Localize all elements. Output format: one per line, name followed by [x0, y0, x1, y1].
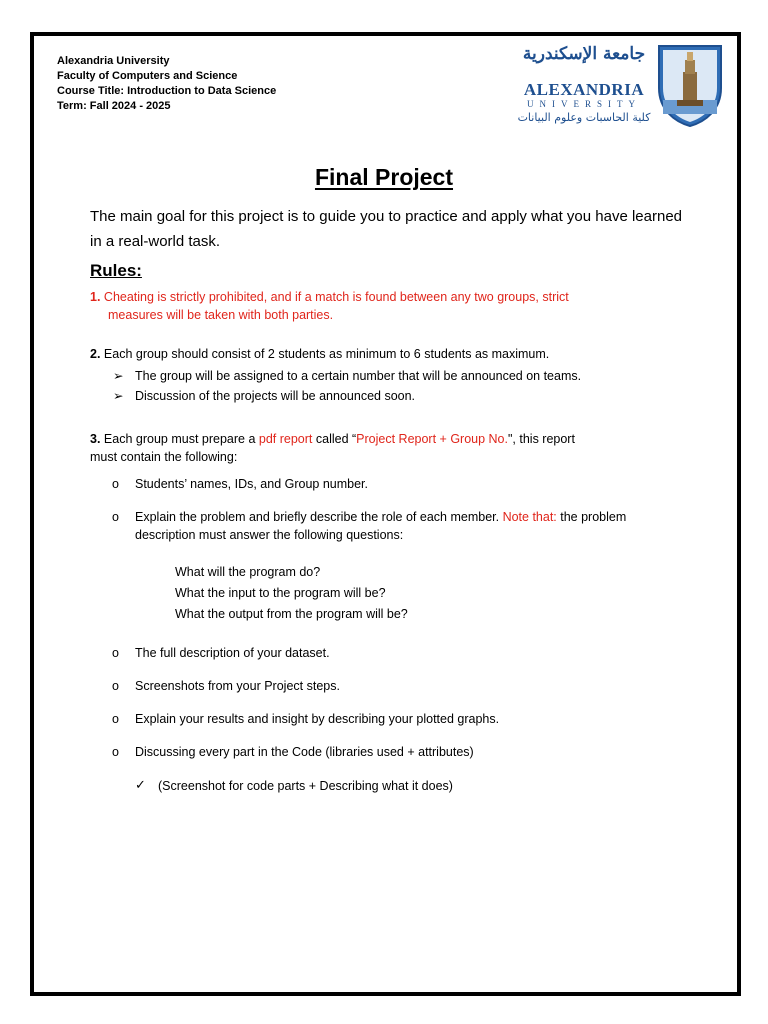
checkmark-icon: ✓: [135, 777, 146, 792]
circle-bullet-icon: o: [112, 646, 119, 660]
circle-bullet-icon: o: [112, 679, 119, 693]
rule-2-item: [113, 367, 582, 385]
list-item-text: The full description of your dataset.: [135, 646, 330, 660]
rule-1-line1: Cheating is strictly prohibited, and if a match is found between any two groups, strict: [103, 290, 569, 304]
rule-3-pdf-report: pdf report: [258, 432, 313, 446]
list-item-text: Explain your results and insight by describing your plotted graphs.: [135, 712, 500, 726]
rule-3-number: 3.: [90, 432, 101, 446]
rule-2: [90, 345, 690, 363]
logo-arabic-faculty: كلية الحاسبات وعلوم البيانات: [517, 111, 651, 124]
circle-bullet-icon: o: [112, 712, 119, 726]
list-item-text: Students’ names, IDs, and Group number.: [135, 477, 368, 491]
check-item-text: (Screenshot for code parts + Describing what it does): [158, 779, 453, 793]
note-that-label: Note that:: [502, 510, 557, 524]
circle-bullet-icon: o: [112, 745, 119, 759]
intro-paragraph: The main goal for this project is to guide you to practice and apply what you have learned in a real-world task.: [90, 208, 683, 250]
arrow-bullet-icon: ➢: [113, 389, 124, 403]
problem-text-post: the problem description must answer the following questions:: [135, 510, 627, 542]
logo-latin-name: ALEXANDRIA: [523, 80, 645, 99]
logo-arabic-name: جامعة الإسكندرية: [522, 44, 646, 64]
university-name: Alexandria University: [57, 55, 170, 67]
rule-3-line2: must contain the following:: [90, 450, 238, 464]
rule-2-text: Each group should consist of 2 students as minimum to 6 students as maximum.: [103, 347, 550, 361]
question: What the input to the program will be?: [175, 586, 386, 600]
rule-2-item: [113, 387, 416, 405]
rule-3-part-a: Each group must prepare a: [103, 432, 259, 446]
page-title: Final Project: [314, 164, 454, 190]
rule-1: [90, 288, 690, 324]
course-title: Course Title: Introduction to Data Science: [57, 85, 277, 97]
rule-2-item-text: Discussion of the projects will be announced soon.: [135, 389, 416, 403]
arrow-bullet-icon: ➢: [113, 369, 124, 383]
rules-heading: Rules:: [90, 261, 142, 280]
rule-2-item-text: The group will be assigned to a certain number that will be announced on teams.: [135, 369, 582, 383]
term: Term: Fall 2024 - 2025: [57, 100, 171, 112]
problem-text-pre: Explain the problem and briefly describe the role of each member.: [135, 510, 503, 524]
rule-3: [90, 430, 690, 466]
question: What will the program do?: [175, 565, 321, 579]
rule-3-part-c: ", this report: [507, 432, 575, 446]
question: What the output from the program will be?: [175, 607, 408, 621]
list-item-text: [135, 508, 665, 544]
rule-1-number: 1.: [90, 290, 101, 304]
rule-3-part-b: called “: [312, 432, 357, 446]
header-info: [57, 54, 276, 114]
list-item-text: Discussing every part in the Code (libraries used + attributes): [135, 745, 474, 759]
lighthouse-crest-icon: [655, 42, 725, 128]
list-item-text: Screenshots from your Project steps.: [135, 679, 340, 693]
circle-bullet-icon: o: [112, 510, 119, 524]
rule-2-number: 2.: [90, 347, 101, 361]
university-logo: [514, 44, 654, 124]
rule-1-line2: measures will be taken with both parties.: [108, 308, 334, 322]
faculty-name: Faculty of Computers and Science: [57, 70, 238, 82]
logo-latin-sub: UNIVERSITY: [527, 99, 641, 109]
circle-bullet-icon: o: [112, 477, 119, 491]
rule-3-report-name: Project Report + Group No.: [356, 432, 508, 446]
